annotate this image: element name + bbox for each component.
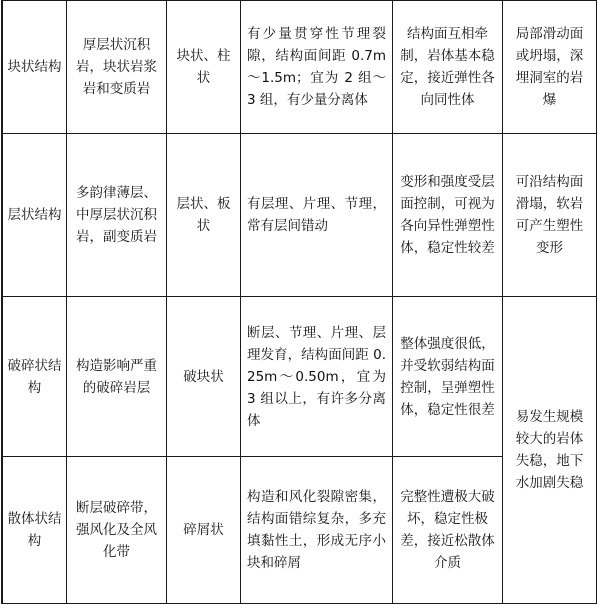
table-row [3,1,597,134]
structure-type-cell: 层状结构 [3,134,67,297]
structure-type-cell: 块状结构 [3,1,67,134]
structural-description-cell: 构造和风化裂隙密集，结构面错综复杂，多充填黏性土，形成无序小块和碎屑 [241,457,393,604]
structure-type-cell: 散体状结构 [3,457,67,604]
engineering-problem-cell: 易发生规模较大的岩体失稳，地下水加剧失稳 [503,297,597,604]
structural-description-cell: 有层理、片理、节理，常有层间错动 [241,134,393,297]
rock-mass-structure-table [2,0,597,604]
table-row [3,134,597,297]
mechanical-property-cell: 完整性遭极大破坏，稳定性极差，接近松散体介质 [393,457,503,604]
mechanical-property-cell: 变形和强度受层面控制，可视为各向异性弹塑性体，稳定性较差 [393,134,503,297]
rock-type-cell: 断层破碎带，强风化及全风化带 [67,457,167,604]
engineering-problem-cell: 可沿结构面滑塌，软岩可产生塑性变形 [503,134,597,297]
structure-form-cell: 块状、柱状 [167,1,241,134]
structure-type-cell: 破碎状结构 [3,297,67,457]
structure-form-cell: 碎屑状 [167,457,241,604]
structure-form-cell: 层状、板状 [167,134,241,297]
engineering-problem-cell: 局部滑动面或坍塌，深埋洞室的岩爆 [503,1,597,134]
rock-type-cell: 构造影响严重的破碎岩层 [67,297,167,457]
mechanical-property-cell: 整体强度很低，并受软弱结构面控制，呈弹塑性体，稳定性很差 [393,297,503,457]
structural-description-cell: 断层、节理、片理、层理发育，结构面间距 0.25m～0.50m，宜为 3 组以上，有许多分离体 [241,297,393,457]
table-row [3,297,597,457]
mechanical-property-cell: 结构面互相牵制，岩体基本稳定，接近弹性各向同性体 [393,1,503,134]
rock-type-cell: 厚层状沉积岩，块状岩浆岩和变质岩 [67,1,167,134]
structure-form-cell: 破块状 [167,297,241,457]
structural-description-cell: 有少量贯穿性节理裂隙，结构面间距 0.7m～1.5m；宜为 2 组～3 组，有少量分离体 [241,1,393,134]
rock-type-cell: 多韵律薄层、中厚层状沉积岩，副变质岩 [67,134,167,297]
